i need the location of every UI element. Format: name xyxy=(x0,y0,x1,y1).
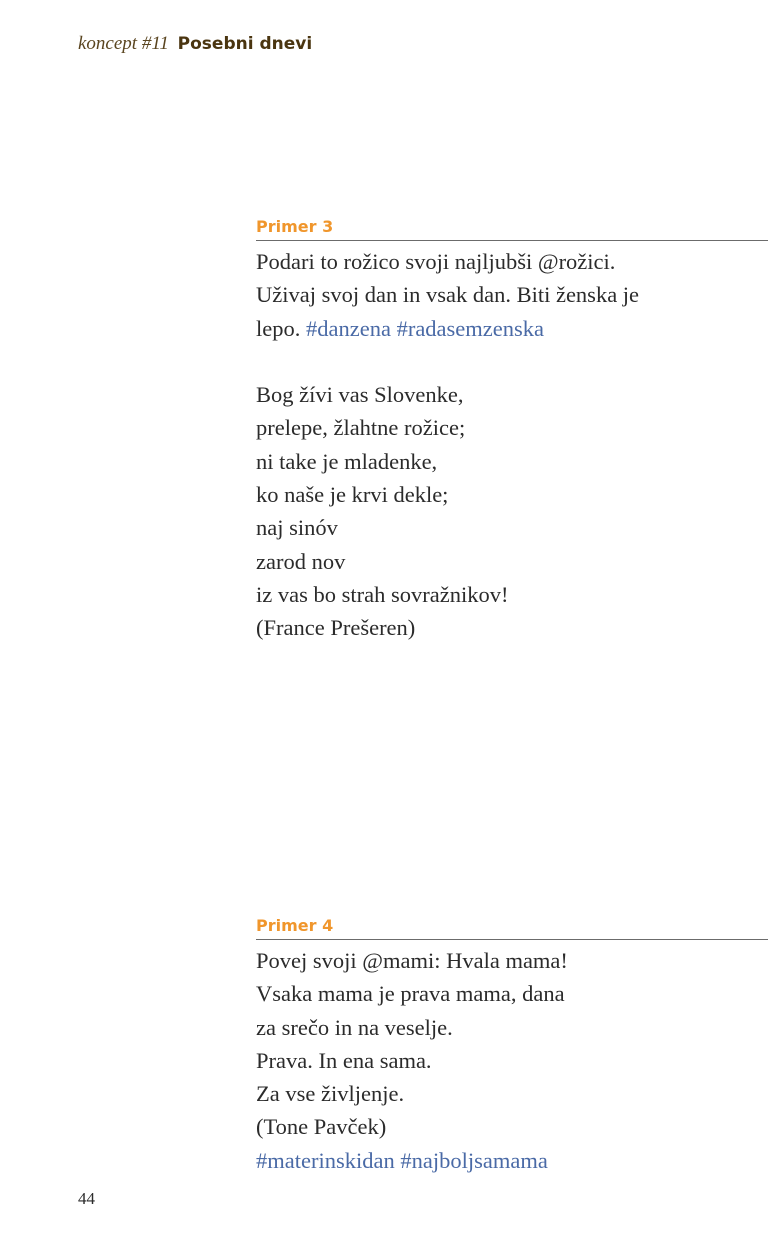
text-line: Za vse življenje. xyxy=(256,1081,405,1107)
text-line: Vsaka mama je prava mama, dana xyxy=(256,981,565,1007)
text-line: za srečo in na veselje. xyxy=(256,1014,453,1040)
concept-number: koncept #11 xyxy=(78,33,169,54)
text-line: Prava. In ena sama. xyxy=(256,1047,432,1073)
text-fragment: lepo. xyxy=(256,315,301,341)
hashtag-link[interactable]: #radasemzenska xyxy=(396,315,545,341)
page-number: 44 xyxy=(78,1189,95,1208)
poem-attribution: (France Prešeren) xyxy=(256,615,416,641)
example-primer-4 xyxy=(256,915,768,1177)
running-head xyxy=(78,32,312,56)
poem-line: ni take je mladenke, xyxy=(256,448,438,474)
poem-line: iz vas bo strah sovražnikov! xyxy=(256,581,509,607)
example-label: Primer 4 xyxy=(256,915,768,940)
poem-line: zarod nov xyxy=(256,548,346,574)
text-line: Povej svoji @mami: Hvala mama! xyxy=(256,948,568,973)
stanza-break xyxy=(256,345,768,378)
example-primer-3 xyxy=(256,216,768,645)
hashtag-link[interactable]: #najboljsamama xyxy=(400,1147,548,1173)
poem-attribution: (Tone Pavček) xyxy=(256,1114,387,1140)
text-line xyxy=(256,312,768,345)
example-text xyxy=(256,944,768,1177)
text-line: Podari to rožico svoji najljubši @rožici. xyxy=(256,249,616,274)
hashtag-link[interactable]: #materinskidan xyxy=(256,1147,395,1173)
poem-line: naj sinóv xyxy=(256,515,338,541)
example-text xyxy=(256,245,768,645)
section-title: Posebni dnevi xyxy=(177,34,313,54)
text-line: Uživaj svoj dan in vsak dan. Biti ženska je xyxy=(256,282,640,308)
poem-line: prelepe, žlahtne rožice; xyxy=(256,415,466,441)
hashtag-link[interactable]: #danzena xyxy=(306,315,391,341)
example-label: Primer 3 xyxy=(256,216,768,241)
poem-line: ko naše je krvi dekle; xyxy=(256,482,449,508)
poem-line: Bog žívi vas Slovenke, xyxy=(256,382,464,408)
hashtag-line xyxy=(256,1144,768,1177)
